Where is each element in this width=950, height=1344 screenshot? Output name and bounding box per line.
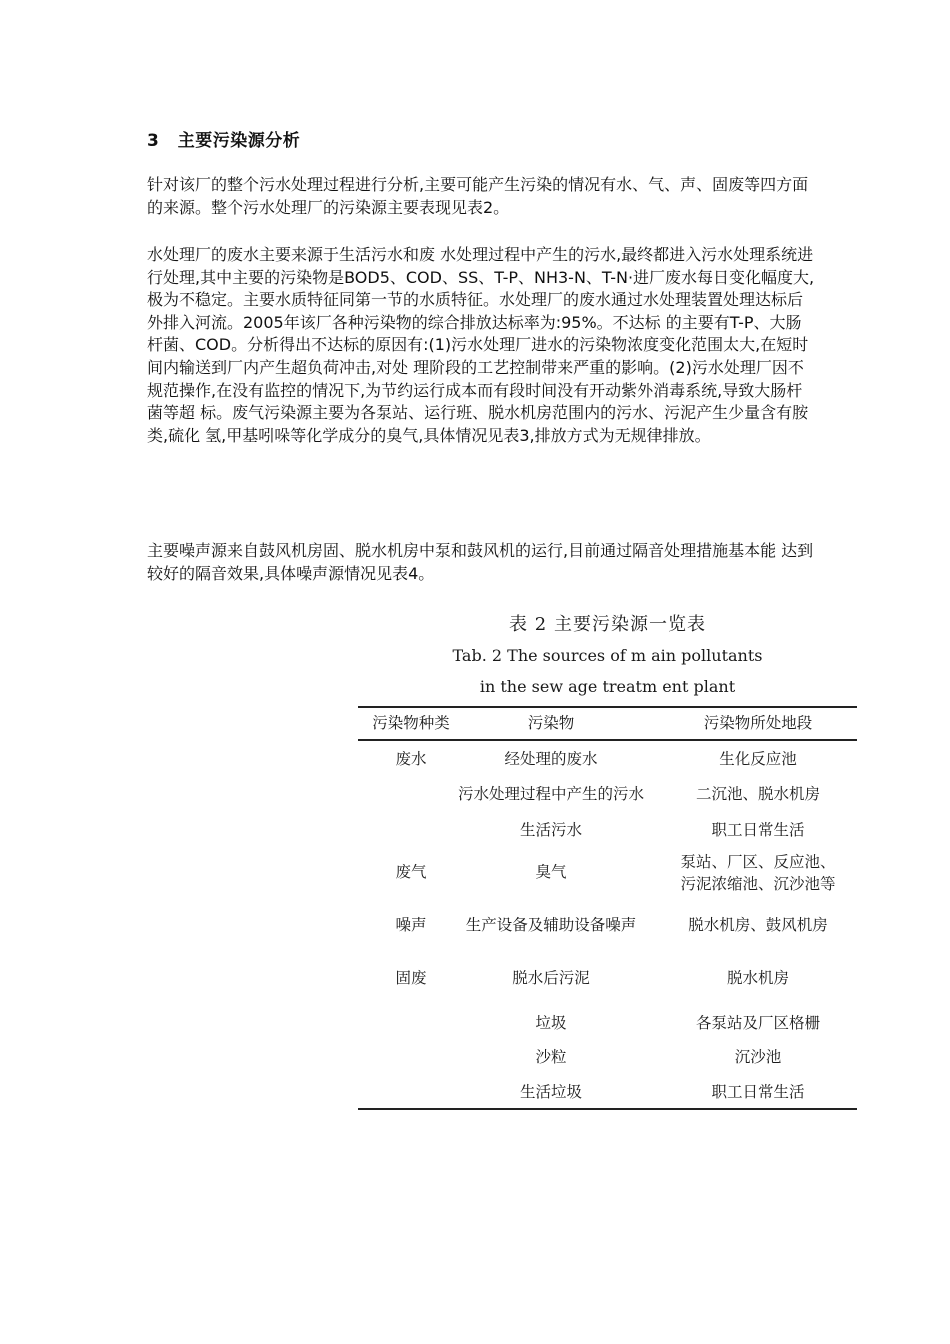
table-cell-pollutant: 污水处理过程中产生的污水 (457, 785, 644, 803)
table-cell-location-cont: 污泥浓缩池、沉沙池等 (680, 875, 836, 893)
table-cell-pollutant: 生活污水 (519, 821, 582, 839)
table-cell-category: 噪声 (395, 916, 427, 934)
paragraph-wastewater: 水处理厂的废水主要来源于生活污水和废 水处理过程中产生的污水,最终都进入污水处理系统进行处理,其中主要的污染物是BOD5、COD、SS、T-P、NH3-N、T-N·进厂废水每日变化幅度大,极为不稳定。主要水质特征同第一节的水质特征。水处理厂的废水通过水处理装置处理达标后外排入河流。2005年该厂各种污染物的综合排放达标率为:95%。不达标 的主要有T-P、大肠杆菌、COD。分析得出不达标的原因有:(1)污水处理厂进水的污染物浓度变化范围太大,在短时间内输送到厂内产生超负荷冲击,对处 理阶段的工艺控制带来严重的影响。(2)污水处理厂因不规范操作,在没有监控的情况下,为节约运行成本而有段时间没有开动紫外消毒系统,导致大肠杆菌等超 标。废气污染源主要为各泵站、运行班、脱水机房范围内的污水、污泥产生少量含有胺类,硫化 氢,甲基吲哚等化学成分的臭气,具体情况见表3,排放方式为无规律排放。 (147, 245, 815, 445)
table-cell-location: 脱水机房、鼓风机房 (688, 916, 828, 934)
table-cell-location: 各泵站及厂区格栅 (695, 1014, 820, 1032)
table-cell-pollutant: 生活垃圾 (519, 1083, 582, 1101)
table-cell-category: 废气 (395, 863, 427, 881)
table-cell-location: 沉沙池 (734, 1048, 782, 1066)
paragraph-overview: 针对该厂的整个污水处理过程进行分析,主要可能产生污染的情况有水、气、声、固废等四方面的来源。整个污水处理厂的污染源主要表现见表2。 (147, 175, 809, 217)
table-cell-location: 职工日常生活 (711, 821, 805, 839)
table-cell-pollutant: 臭气 (535, 863, 567, 881)
paragraph-noise: 主要噪声源来自鼓风机房固、脱水机房中泵和鼓风机的运行,目前通过隔音处理措施基本能 达到较好的隔音效果,具体噪声源情况见表4。 (147, 541, 814, 583)
pollution-sources-table (358, 604, 857, 1110)
table-cell-location: 生化反应池 (719, 750, 797, 768)
table-cell-location: 职工日常生活 (711, 1083, 805, 1101)
table-caption-en-line1: Tab. 2 The sources of m ain pollutants (452, 646, 763, 665)
table-header-category: 污染物种类 (372, 714, 450, 732)
table-caption-cn: 表 2 主要污染源一览表 (509, 614, 706, 635)
table-cell-pollutant: 垃圾 (535, 1014, 567, 1032)
section-heading (147, 126, 300, 151)
table-header-rule (358, 739, 857, 741)
table-cell-location: 泵站、厂区、反应池、 (680, 853, 836, 871)
table-caption-en-line2: in the sew age treatm ent plant (479, 677, 736, 696)
table-cell-pollutant: 脱水后污泥 (512, 969, 590, 987)
section-number: 3 (147, 131, 160, 151)
section-title: 主要污染源分析 (177, 131, 301, 151)
table-cell-category: 固废 (395, 969, 427, 987)
table-top-rule (358, 706, 857, 708)
table-cell-pollutant: 沙粒 (535, 1048, 567, 1066)
table-cell-pollutant: 生产设备及辅助设备噪声 (465, 916, 637, 934)
table-bottom-rule (358, 1108, 857, 1110)
table-cell-pollutant: 经处理的废水 (504, 750, 598, 768)
table-header-location: 污染物所处地段 (703, 714, 813, 732)
table-header-pollutant: 污染物 (527, 714, 575, 732)
table-cell-location: 二沉池、脱水机房 (695, 785, 820, 803)
table-cell-category: 废水 (395, 750, 427, 768)
table-cell-location: 脱水机房 (726, 969, 789, 987)
